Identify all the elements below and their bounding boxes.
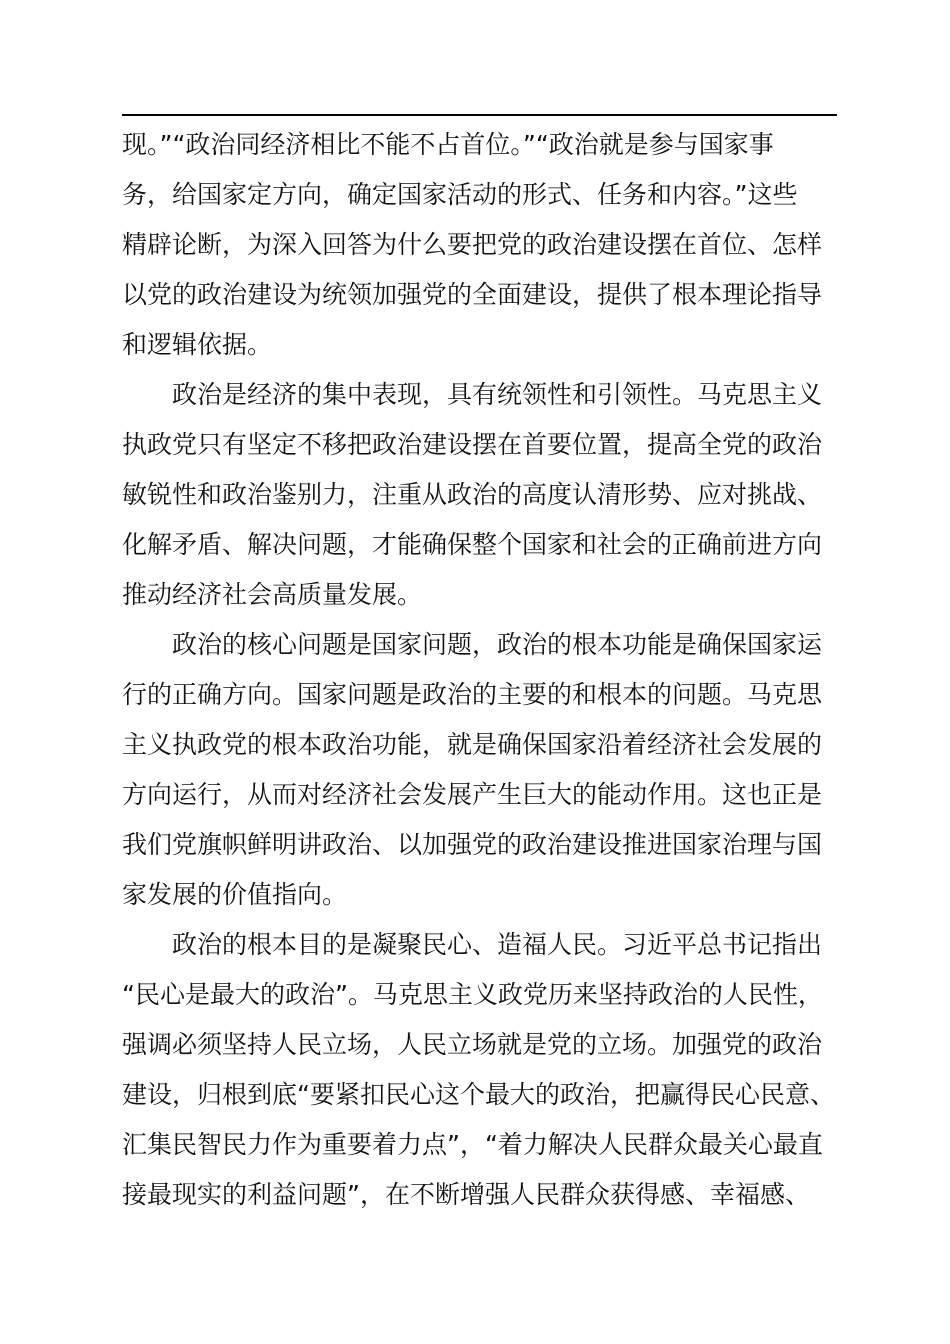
text-line: 汇集民智民力作为重要着力点”，“着力解决人民群众最关心最直	[122, 1130, 823, 1159]
paragraph-first-line: 政治是经济的集中表现，具有统领性和引领性。马克思主义	[172, 380, 823, 409]
text-line: 强调必须坚持人民立场，人民立场就是党的立场。加强党的政治	[122, 1030, 823, 1059]
text-line: 我们党旗帜鲜明讲政治、以加强党的政治建设推进国家治理与国	[122, 830, 823, 859]
text-line: 行的正确方向。国家问题是政治的主要的和根本的问题。马克思	[122, 680, 823, 709]
paragraph-first-line: 政治的根本目的是凝聚民心、造福人民。习近平总书记指出	[172, 930, 823, 959]
text-line: 以党的政治建设为统领加强党的全面建设，提供了根本理论指导	[122, 280, 823, 309]
text-line: 方向运行，从而对经济社会发展产生巨大的能动作用。这也正是	[122, 780, 823, 809]
text-line: 主义执政党的根本政治功能，就是确保国家沿着经济社会发展的	[122, 730, 823, 759]
text-line: 建设，归根到底“要紧扣民心这个最大的政治，把赢得民心民意、	[122, 1080, 835, 1109]
text-line: 家发展的价值指向。	[122, 880, 348, 909]
header-rule	[122, 114, 837, 116]
text-line: 务，给国家定方向，确定国家活动的形式、任务和内容。”这些	[122, 180, 798, 209]
paragraph-first-line: 政治的核心问题是国家问题，政治的根本功能是确保国家运	[172, 630, 823, 659]
text-line: 化解矛盾、解决问题，才能确保整个国家和社会的正确前进方向	[122, 530, 823, 559]
text-line: “民心是最大的政治”。马克思主义政党历来坚持政治的人民性，	[122, 980, 823, 1009]
text-line: 接最现实的利益问题”，在不断增强人民群众获得感、幸福感、	[122, 1180, 810, 1209]
text-line: 和逻辑依据。	[122, 330, 273, 359]
text-line: 现。”“政治同经济相比不能不占首位。”“政治就是参与国家事	[122, 130, 774, 159]
text-line: 推动经济社会高质量发展。	[122, 580, 423, 609]
text-line: 敏锐性和政治鉴别力，注重从政治的高度认清形势、应对挑战、	[122, 480, 823, 509]
text-line: 执政党只有坚定不移把政治建设摆在首要位置，提高全党的政治	[122, 430, 823, 459]
text-line: 精辟论断，为深入回答为什么要把党的政治建设摆在首位、怎样	[122, 230, 823, 259]
